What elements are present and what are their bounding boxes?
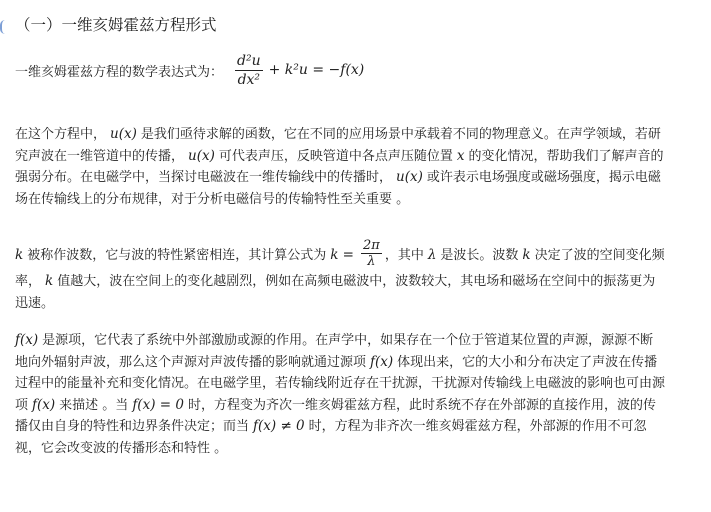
math-f-x: f(x): [370, 353, 394, 370]
math-x: x: [456, 147, 465, 164]
derivative-fraction: [235, 52, 263, 89]
text: 时，方程变为齐次一维亥姆霍兹方程，此时系统不存在外部源的直接作用，波的传播仅由自身的特性和边界条件决定；而当: [15, 397, 656, 434]
wave-number-fraction: [361, 238, 382, 269]
math-f-x: f(x): [32, 396, 56, 413]
fraction-denominator: dx²: [237, 71, 261, 88]
fraction-numerator: 2π: [363, 238, 380, 253]
math-k: k: [45, 273, 54, 289]
paragraph-wave-number: [15, 240, 665, 314]
text: ，其中: [384, 248, 424, 263]
math-u-x: u(x): [188, 147, 215, 164]
math-k: k: [15, 247, 24, 263]
math-u-x: u(x): [396, 169, 423, 185]
helmholtz-equation: [233, 52, 364, 89]
formula-label: 一维亥姆霍兹方程的数学表达式为：: [15, 64, 224, 80]
math-f-x-equals-zero: f(x) = 0: [132, 396, 184, 413]
math-lambda: λ: [427, 247, 437, 263]
math-f-x: f(x): [15, 332, 39, 348]
formula-line: [15, 48, 364, 92]
math-f-x-not-zero: f(x) ≠ 0: [253, 418, 305, 434]
math-k: k: [522, 247, 531, 263]
paragraph-source-term: [15, 330, 665, 459]
text: 是源项，它代表了系统中外部激励或源的作用。在声学中，如果存在一个位于管道某位置的声源，源源不断地向外辐射声波，那么这个声源对声波传播的影响就通过源项: [15, 333, 654, 370]
text: 或许表示电场强度或磁场强度，揭示电磁场在传输线上的分布规律，对于分析电磁信号的传输特性至关重要 。: [15, 170, 661, 207]
fraction-denominator: λ: [367, 254, 376, 269]
text: 来描述 。当: [59, 397, 129, 413]
section-heading: （一）一维亥姆霍兹方程形式: [15, 16, 217, 34]
math-k-equals: k =: [330, 247, 354, 263]
left-edge-marker: [0, 20, 5, 34]
text: 可代表声压，反映管道中各点声压随位置: [218, 148, 453, 164]
text: 在这个方程中，: [15, 127, 107, 142]
equation-rhs: + k²u = −f(x): [268, 62, 365, 78]
text: 的变化情况，帮助我们了解声音的强弱分布。在电磁学中，当探讨电磁波在一维传输线中的传播时，: [15, 148, 664, 185]
paragraph-u-meaning: [15, 124, 665, 210]
text: 决定了波的空间变化频率，: [15, 248, 665, 289]
text: 时，方程为非齐次一维亥姆霍兹方程，外部源的作用不可忽视，它会改变波的传播形态和特性 。: [15, 419, 647, 456]
text: 是我们亟待求解的函数，它在不同的应用场景中承载着不同的物理意义。在声学领域，若研究声波在一维管道中的传播，: [15, 127, 661, 164]
math-u-x: u(x): [110, 126, 137, 142]
text: 值越大，波在空间上的变化越剧烈，例如在高频电磁波中，波数较大，其电场和磁场在空间中的振荡更为迅速。: [15, 274, 656, 311]
fraction-numerator: d²u: [237, 52, 261, 69]
text: 被称作波数，它与波的特性紧密相连，其计算公式为: [27, 248, 327, 263]
text: 体现出来，它的大小和分布决定了声波在传播过程中的能量补充和变化情况。在电磁学里，若传输线附近存在干扰源，干扰源对传输线上电磁波的影响也可由源项: [15, 354, 666, 413]
text: 是波长。波数: [440, 248, 519, 263]
